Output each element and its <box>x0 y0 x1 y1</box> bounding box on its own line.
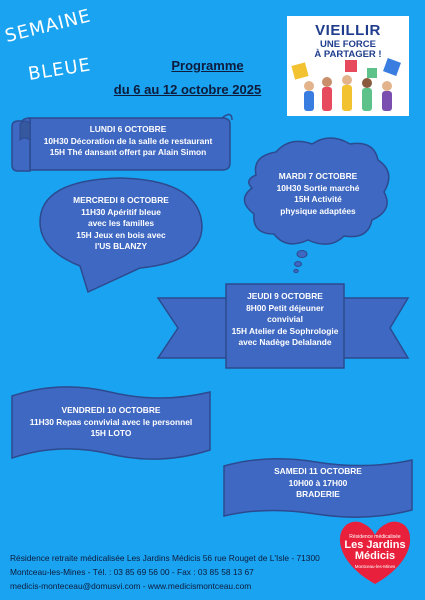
poster-title: VIEILLIR <box>315 22 381 39</box>
mercredi-line-3: 15H Jeux en bois avec <box>76 229 166 240</box>
vendredi-line-1: 11H30 Repas convivial avec le personnel <box>29 416 193 427</box>
footer-web: medicis-monteceau@domusvi.com - www.medicismontceau.com <box>10 581 252 591</box>
logo-city: Montceau-les-Mines <box>354 564 396 569</box>
lundi-event <box>30 124 226 159</box>
samedi-line-1: 10H00 à 17H00 <box>288 477 348 488</box>
contact-footer <box>10 551 340 593</box>
samedi-line-2: BRADERIE <box>296 489 340 500</box>
vendredi-line-2: 15H LOTO <box>90 428 132 439</box>
program-heading: Programme <box>171 58 244 73</box>
logo-name-line-1: Les Jardins <box>344 539 406 551</box>
lundi-line-1: 10H30 Décoration de la salle de restaurant <box>43 135 213 146</box>
semaine-word: SEMAINE <box>2 5 94 47</box>
jeudi-line-1: 8H00 Petit déjeuner <box>246 302 324 313</box>
mercredi-title: MERCREDI 8 OCTOBRE <box>73 195 169 205</box>
program-dates: du 6 au 12 octobre 2025 <box>113 82 262 97</box>
mercredi-line-1: 11H30 Apéritif bleue <box>81 206 161 217</box>
jeudi-line-3: 15H Atelier de Sophrologie <box>231 325 339 336</box>
jeudi-line-2: convivial <box>267 314 303 325</box>
bleue-word: BLEUE <box>26 54 93 85</box>
footer-address: Résidence retraite médicalisée Les Jardins Médicis 56 rue Rouget de L'Isle - 71300 <box>10 553 320 563</box>
mercredi-event <box>60 195 182 253</box>
lundi-line-2: 15H Thé dansant offert par Alain Simon <box>49 147 207 158</box>
mardi-line-1: 10H30 Sortie marché <box>276 182 360 193</box>
vendredi-title: VENDREDI 10 OCTOBRE <box>61 405 161 415</box>
mardi-title: MARDI 7 OCTOBRE <box>278 171 358 181</box>
samedi-event <box>230 466 406 501</box>
vendredi-event <box>16 405 206 440</box>
poster-subtitle: UNE FORCE À PARTAGER ! <box>314 39 382 60</box>
footer-phone: Montceau-les-Mines - Tél. : 03 85 69 56 00 - Fax : 03 85 58 13 67 <box>10 567 254 577</box>
mercredi-line-2: avec les familles <box>87 218 155 229</box>
mardi-event <box>262 171 374 217</box>
logo-name-line-2: Médicis <box>354 550 396 562</box>
lundi-title: LUNDI 6 OCTOBRE <box>89 124 167 134</box>
jeudi-event <box>226 291 344 349</box>
mardi-line-2: 15H Activité <box>294 194 342 205</box>
jeudi-line-4: avec Nadège Delalande <box>238 337 332 348</box>
jeudi-title: JEUDI 9 OCTOBRE <box>247 291 323 301</box>
mardi-line-3: physique adaptées <box>280 205 356 216</box>
mercredi-line-4: l'US BLANZY <box>94 241 148 252</box>
logo-tagline: Résidence médicalisée <box>349 534 401 540</box>
residence-logo <box>339 522 411 584</box>
samedi-title: SAMEDI 11 OCTOBRE <box>274 466 362 476</box>
